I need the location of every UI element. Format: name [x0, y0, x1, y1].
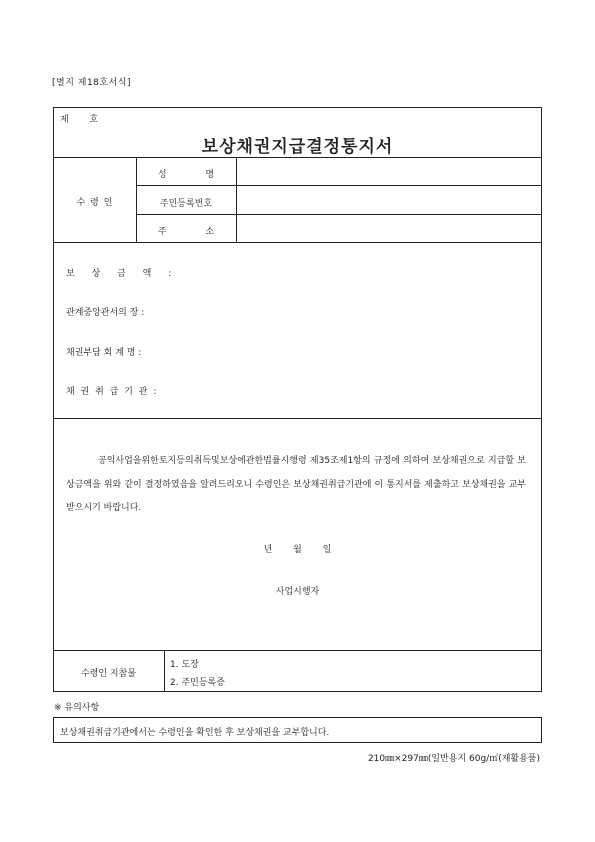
divider-name-row: [136, 185, 542, 186]
date-label: 년 월 일: [263, 545, 332, 555]
documents-item-seal: 1. 도장: [170, 660, 199, 670]
paper-spec-footer: 210㎜×297㎜(일반용지 60g/㎡(재활용품): [367, 754, 540, 764]
divider-documents: [164, 650, 165, 692]
caution-heading: ※ 유의사항: [54, 703, 100, 713]
accounting-name-label: 채권부담 회 계 명 :: [66, 348, 142, 358]
name-label: 성 명: [157, 170, 215, 180]
divider-body: [53, 650, 542, 651]
page-title: 보상채권지급결정통지서: [201, 137, 394, 157]
divider-id-row: [136, 214, 542, 215]
resident-id-label: 주민등록번호: [159, 199, 213, 209]
documents-item-id-card: 2. 주민등록증: [170, 678, 225, 688]
document-number-label: 제 호: [60, 115, 99, 125]
divider-recipient-fields: [236, 157, 237, 242]
address-label: 주 소: [157, 227, 215, 237]
documents-label: 수령인 지참물: [80, 669, 137, 679]
issuer-label: 사업시행자: [275, 587, 320, 597]
notice-body-text: 공익사업을위한토지등의취득및보상에관한법률시행령 제35조제1항의 규정에 의하여 보상채권으로 지급할 보상금액을 위와 같이 결정하였음을 알려드리오니 수령인은 보상채권취급기관에 이 통지서를 제출하고 보상채권을 교부받으시기 바랍니다.: [66, 456, 526, 513]
form-number-label: [별지 제18호서식]: [52, 78, 131, 88]
recipient-label: 수 령 인: [76, 198, 113, 208]
ministry-head-label: 관계중앙관서의 장 :: [66, 308, 145, 318]
divider-recipient: [53, 242, 542, 243]
compensation-amount-label: 보 상 금 액 :: [66, 269, 172, 279]
divider-details: [53, 418, 542, 419]
caution-text: 보상채권취급기관에서는 수령인을 확인한 후 보상채권을 교부합니다.: [60, 728, 330, 738]
handling-institution-label: 채 권 취 급 기 관 :: [66, 387, 157, 397]
divider-header: [53, 157, 542, 158]
